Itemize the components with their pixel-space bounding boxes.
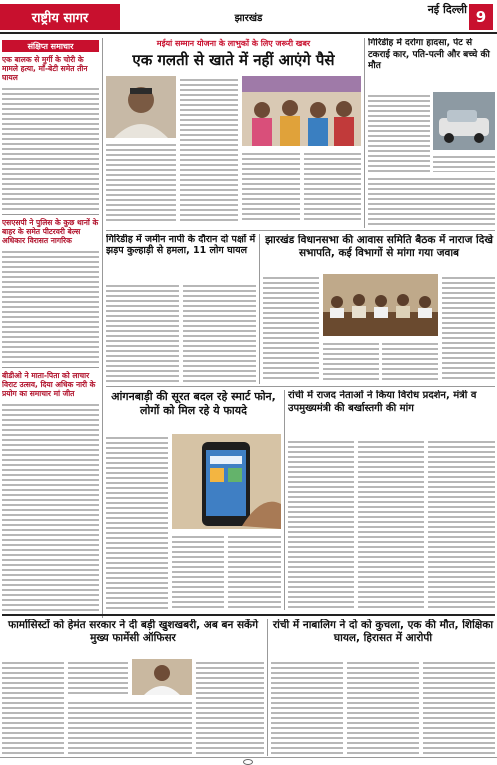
pharmacist-body-col-1 (2, 659, 64, 755)
women-scheme-photo (242, 76, 361, 146)
anganwadi-body-col-3 (228, 533, 281, 609)
lead-body-col-1 (106, 141, 176, 221)
minor-accident-body-col-2 (347, 659, 419, 755)
accident-body-col-2 (433, 153, 495, 172)
minor-accident-body-col-3 (423, 659, 495, 755)
registration-mark-icon (243, 759, 253, 765)
paper-name: राष्ट्रीय सागर (0, 4, 120, 30)
divider (106, 230, 495, 231)
dateline (377, 4, 467, 16)
divider (2, 614, 495, 616)
pharmacist-body-col-2 (68, 659, 128, 695)
lead-headline: एक गलती से खाते में नहीं आएंगे पैसे (132, 51, 335, 69)
anganwadi-headline: आंगनबाड़ी की सूरत बदल रहे स्मार्ट फोन, लोगों को मिल रहे ये फायदे (111, 390, 276, 417)
column-rule (102, 38, 103, 618)
assembly-body-col-4 (442, 274, 495, 382)
masthead (0, 0, 497, 34)
land-body-col-1 (106, 282, 179, 382)
accident-headline: गिरिडीह में दरोगा हादसा, पेट से टकराई कार, पति-पत्नी और बच्चे की मौत (368, 38, 490, 71)
briefs-section-label: संक्षिप्त समाचार (2, 40, 99, 52)
column-rule (259, 234, 260, 384)
pharmacist-body-col-4 (196, 659, 264, 755)
divider (2, 214, 99, 215)
brief-3-body (2, 401, 99, 611)
politician-photo (106, 76, 176, 138)
state-section-title: झारखंड (234, 13, 263, 24)
protest-body-col-3 (428, 438, 495, 609)
pharmacist-headline: फार्मासिस्टों को हेमंत सरकार ने दी बड़ी खुशखबरी, अब बन सकेंगे मुख्य फार्मेसी ऑफिसर (7, 619, 259, 644)
protest-headline: रांची में राजद नेताओं ने किया विरोध प्रदर्शन, मंत्री व उपमुख्यमंत्री की बर्खास्तगी की मांग (288, 390, 477, 414)
anganwadi-body-col-2 (172, 533, 224, 609)
accident-photo (433, 92, 495, 150)
anganwadi-body-col-1 (106, 434, 168, 609)
accident-body-col-1 (368, 92, 430, 172)
lead-body-col-2 (180, 76, 238, 221)
lead-kicker: मईयां सम्मान योजना के लाभुकों के लिए जरूरी खबर (156, 39, 311, 48)
column-rule (267, 619, 268, 756)
page-footer (0, 757, 497, 765)
minor-accident-body-col-1 (271, 659, 343, 755)
divider (106, 386, 495, 387)
page-number: 9 (469, 4, 493, 30)
brief-3-headline: बीडीओ ने माता-पिता को लाचार विराट उत्सव, दिया अधिक नारी के प्रयोग का समाचार मां जीत (2, 371, 96, 398)
city: नई दिल्ली (427, 3, 467, 16)
lead-body-col-4 (304, 150, 361, 221)
column-rule (364, 38, 365, 228)
assembly-body-col-1 (263, 274, 319, 382)
minor-accident-headline: रांची में नाबालिग ने दो को कुचला, एक की मौत, शिक्षिका घायल, हिरासत में आरोपी (272, 619, 494, 644)
divider (2, 367, 99, 368)
brief-1-headline: एक बालक से मुर्गी के चोरी के मामले हत्या, माँ-बेटी समेत तीन घायल (2, 55, 88, 82)
assembly-headline: झारखंड विधानसभा की आवास समिति बैठक में नाराज दिखे सभापति, कई विभागों से मांगा गया जवाब (265, 234, 493, 259)
brief-1-body (2, 85, 99, 210)
assembly-body-col-3 (382, 340, 438, 382)
assembly-body-col-2 (323, 340, 379, 382)
brief-2-body (2, 248, 99, 363)
accident-body-col-3 (368, 175, 495, 227)
protest-body-col-2 (358, 438, 424, 609)
smartphone-photo (172, 434, 281, 529)
assembly-meeting-photo (323, 274, 438, 336)
pharmacist-body-col-3 (68, 699, 192, 755)
brief-2-headline: एसएसपी ने पुलिस के कुछ थानों के बाहर के समेत पीटरवरी बेल्स अधिकार विरासत नागरिक (2, 218, 99, 245)
land-dispute-headline: गिरिडीह में जमीन नापी के दौरान दो पक्षों में झड़प कुल्हाड़ी से हमला, 11 लोग घायल (106, 234, 256, 256)
chief-minister-photo (132, 659, 192, 695)
column-rule (284, 390, 285, 610)
land-body-col-2 (183, 282, 256, 382)
lead-body-col-3 (242, 150, 300, 221)
protest-body-col-1 (288, 438, 354, 609)
